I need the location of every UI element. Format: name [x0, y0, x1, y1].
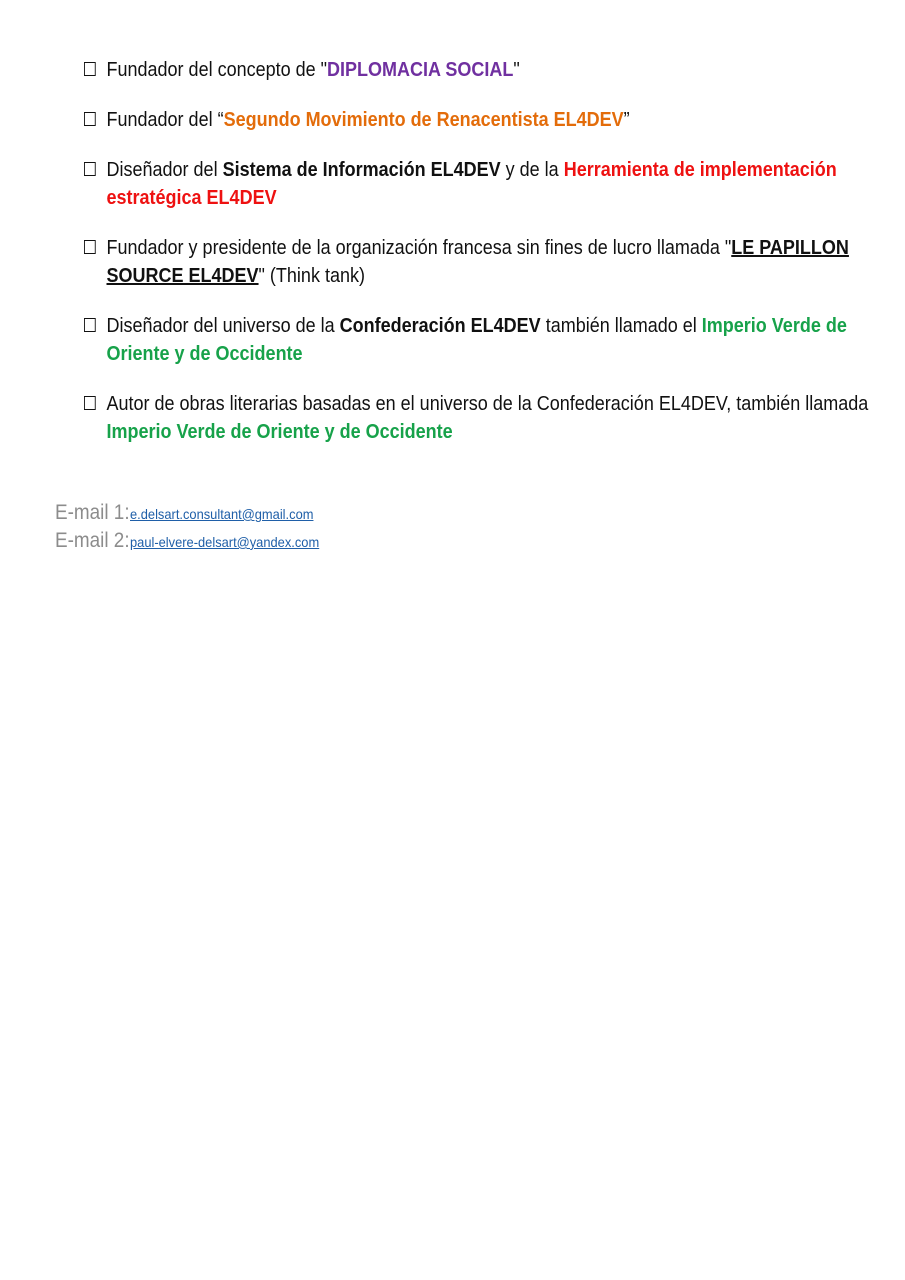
checkbox-square-icon: [84, 62, 96, 76]
list-item: [84, 390, 872, 446]
email-label: E-mail 2:: [55, 529, 130, 552]
email-link[interactable]: e.delsart.consultant@gmail.com: [129, 506, 314, 522]
checkbox-square-icon: [84, 318, 96, 332]
item-text: Fundador del “: [106, 109, 224, 131]
bold-le-papillon-source: LE PAPILLON SOURCE EL4DEV: [106, 237, 849, 287]
item-text: Diseñador del universo de la: [106, 315, 340, 337]
email-line-1: [55, 499, 336, 527]
list-item: [84, 234, 872, 290]
highlight-herramienta: Herramienta de implementación estratégica EL4DEV: [106, 159, 837, 209]
list-item: [84, 106, 872, 134]
highlight-segundo-movimiento: Segundo Movimiento de Renacentista EL4DEV: [223, 109, 624, 131]
checkbox-square-icon: [84, 240, 96, 254]
item-text: ": [513, 59, 520, 81]
email-line-2: [55, 527, 336, 555]
item-text: ”: [623, 109, 630, 131]
checkbox-square-icon: [84, 112, 96, 126]
contact-block: [55, 499, 336, 555]
list-item: [84, 156, 872, 212]
item-text: Fundador y presidente de la organización francesa sin fines de lucro llamada ": [106, 237, 732, 259]
achievement-list: [84, 56, 869, 468]
bold-sistema-informacion: Sistema de Información EL4DEV: [222, 159, 501, 181]
item-text: y de la: [500, 159, 564, 181]
email-link[interactable]: paul-elvere-delsart@yandex.com: [129, 534, 320, 550]
highlight-diplomacia-social: DIPLOMACIA SOCIAL: [327, 59, 514, 81]
highlight-imperio-verde: Imperio Verde de Oriente y de Occidente: [106, 421, 453, 443]
checkbox-square-icon: [84, 162, 96, 176]
list-item: [84, 56, 872, 84]
item-text: Diseñador del: [106, 159, 223, 181]
item-text: Fundador del concepto de ": [106, 59, 328, 81]
bold-confederacion: Confederación EL4DEV: [339, 315, 541, 337]
checkbox-square-icon: [84, 396, 96, 410]
item-text: también llamado el: [540, 315, 702, 337]
list-item: [84, 312, 872, 368]
item-text: Autor de obras literarias basadas en el universo de la Confederación EL4DEV, también llamada: [106, 393, 869, 415]
highlight-imperio-verde: Imperio Verde de Oriente y de Occidente: [106, 315, 847, 365]
email-label: E-mail 1:: [55, 501, 130, 524]
item-text: " (Think tank): [258, 265, 365, 287]
